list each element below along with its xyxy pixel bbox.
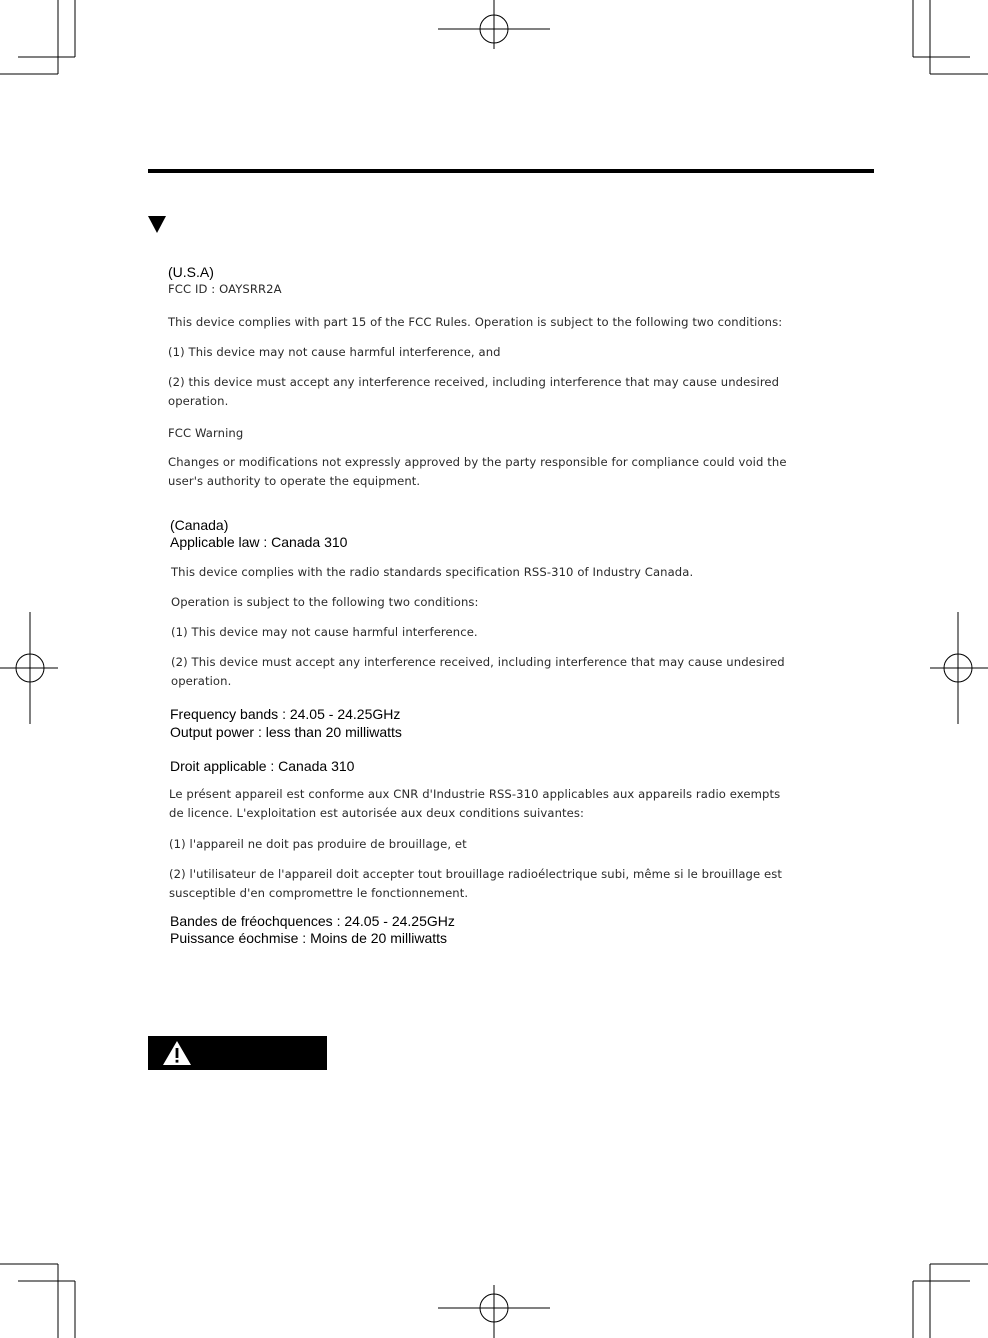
canada-conditions-intro: Operation is subject to the following two conditions: bbox=[171, 595, 479, 609]
french-condition-1: (1) l'appareil ne doit pas produire de brouillage, et bbox=[169, 837, 467, 851]
fcc-warning-title: FCC Warning bbox=[168, 426, 244, 440]
usa-condition-2-line1: (2) this device must accept any interference received, including interference that may cause undesired bbox=[168, 375, 780, 389]
crop-mark-icon bbox=[913, 1264, 988, 1338]
registration-mark-icon bbox=[0, 612, 58, 724]
bandes-frequences: Bandes de fréochquences : 24.05 - 24.25GHz bbox=[170, 913, 455, 929]
registration-mark-icon bbox=[438, 0, 550, 49]
registration-mark-icon bbox=[438, 1285, 550, 1338]
registration-mark-icon bbox=[930, 612, 988, 724]
usa-condition-2-line2: operation. bbox=[168, 394, 229, 408]
warning-triangle-icon bbox=[162, 1040, 192, 1066]
usa-condition-1: (1) This device may not cause harmful interference, and bbox=[168, 345, 501, 359]
header-rule bbox=[148, 169, 874, 173]
fcc-id: FCC ID : OAYSRR2A bbox=[168, 282, 282, 296]
french-compliance-line1: Le présent appareil est conforme aux CNR d'Industrie RSS-310 applicables aux appareils radio exempts bbox=[169, 787, 781, 801]
french-condition-2-line1: (2) l'utilisateur de l'appareil doit accepter tout brouillage radioélectrique subi, même si le brouillage est bbox=[169, 867, 783, 881]
fcc-warning-line2: user's authority to operate the equipment. bbox=[168, 474, 421, 488]
usa-heading: (U.S.A) bbox=[168, 264, 214, 280]
canada-condition-1: (1) This device may not cause harmful interference. bbox=[171, 625, 478, 639]
canada-condition-2-line2: operation. bbox=[171, 674, 232, 688]
output-power: Output power : less than 20 milliwatts bbox=[170, 724, 402, 740]
usa-compliance-text: This device complies with part 15 of the FCC Rules. Operation is subject to the following two conditions: bbox=[168, 315, 783, 329]
crop-mark-icon bbox=[0, 1264, 75, 1338]
canada-heading: (Canada) bbox=[170, 517, 229, 533]
canada-condition-2-line1: (2) This device must accept any interference received, including interference that may cause undesired bbox=[171, 655, 785, 669]
puissance-emise: Puissance éochmise : Moins de 20 milliwatts bbox=[170, 930, 448, 946]
crop-mark-icon bbox=[913, 0, 988, 74]
canada-compliance-text: This device complies with the radio standards specification RSS-310 of Industry Canada. bbox=[171, 565, 694, 579]
caution-bar bbox=[148, 1036, 327, 1070]
french-condition-2-line2: susceptible d'en compromettre le fonctionnement. bbox=[169, 886, 469, 900]
canada-applicable-law: Applicable law : Canada 310 bbox=[170, 534, 348, 550]
crop-mark-icon bbox=[0, 0, 75, 74]
down-triangle-icon bbox=[148, 216, 166, 233]
fcc-warning-line1: Changes or modifications not expressly approved by the party responsible for compliance could void the bbox=[168, 455, 787, 469]
french-compliance-line2: de licence. L'exploitation est autorisée aux deux conditions suivantes: bbox=[169, 806, 585, 820]
droit-applicable: Droit applicable : Canada 310 bbox=[170, 758, 355, 774]
frequency-bands: Frequency bands : 24.05 - 24.25GHz bbox=[170, 706, 401, 722]
